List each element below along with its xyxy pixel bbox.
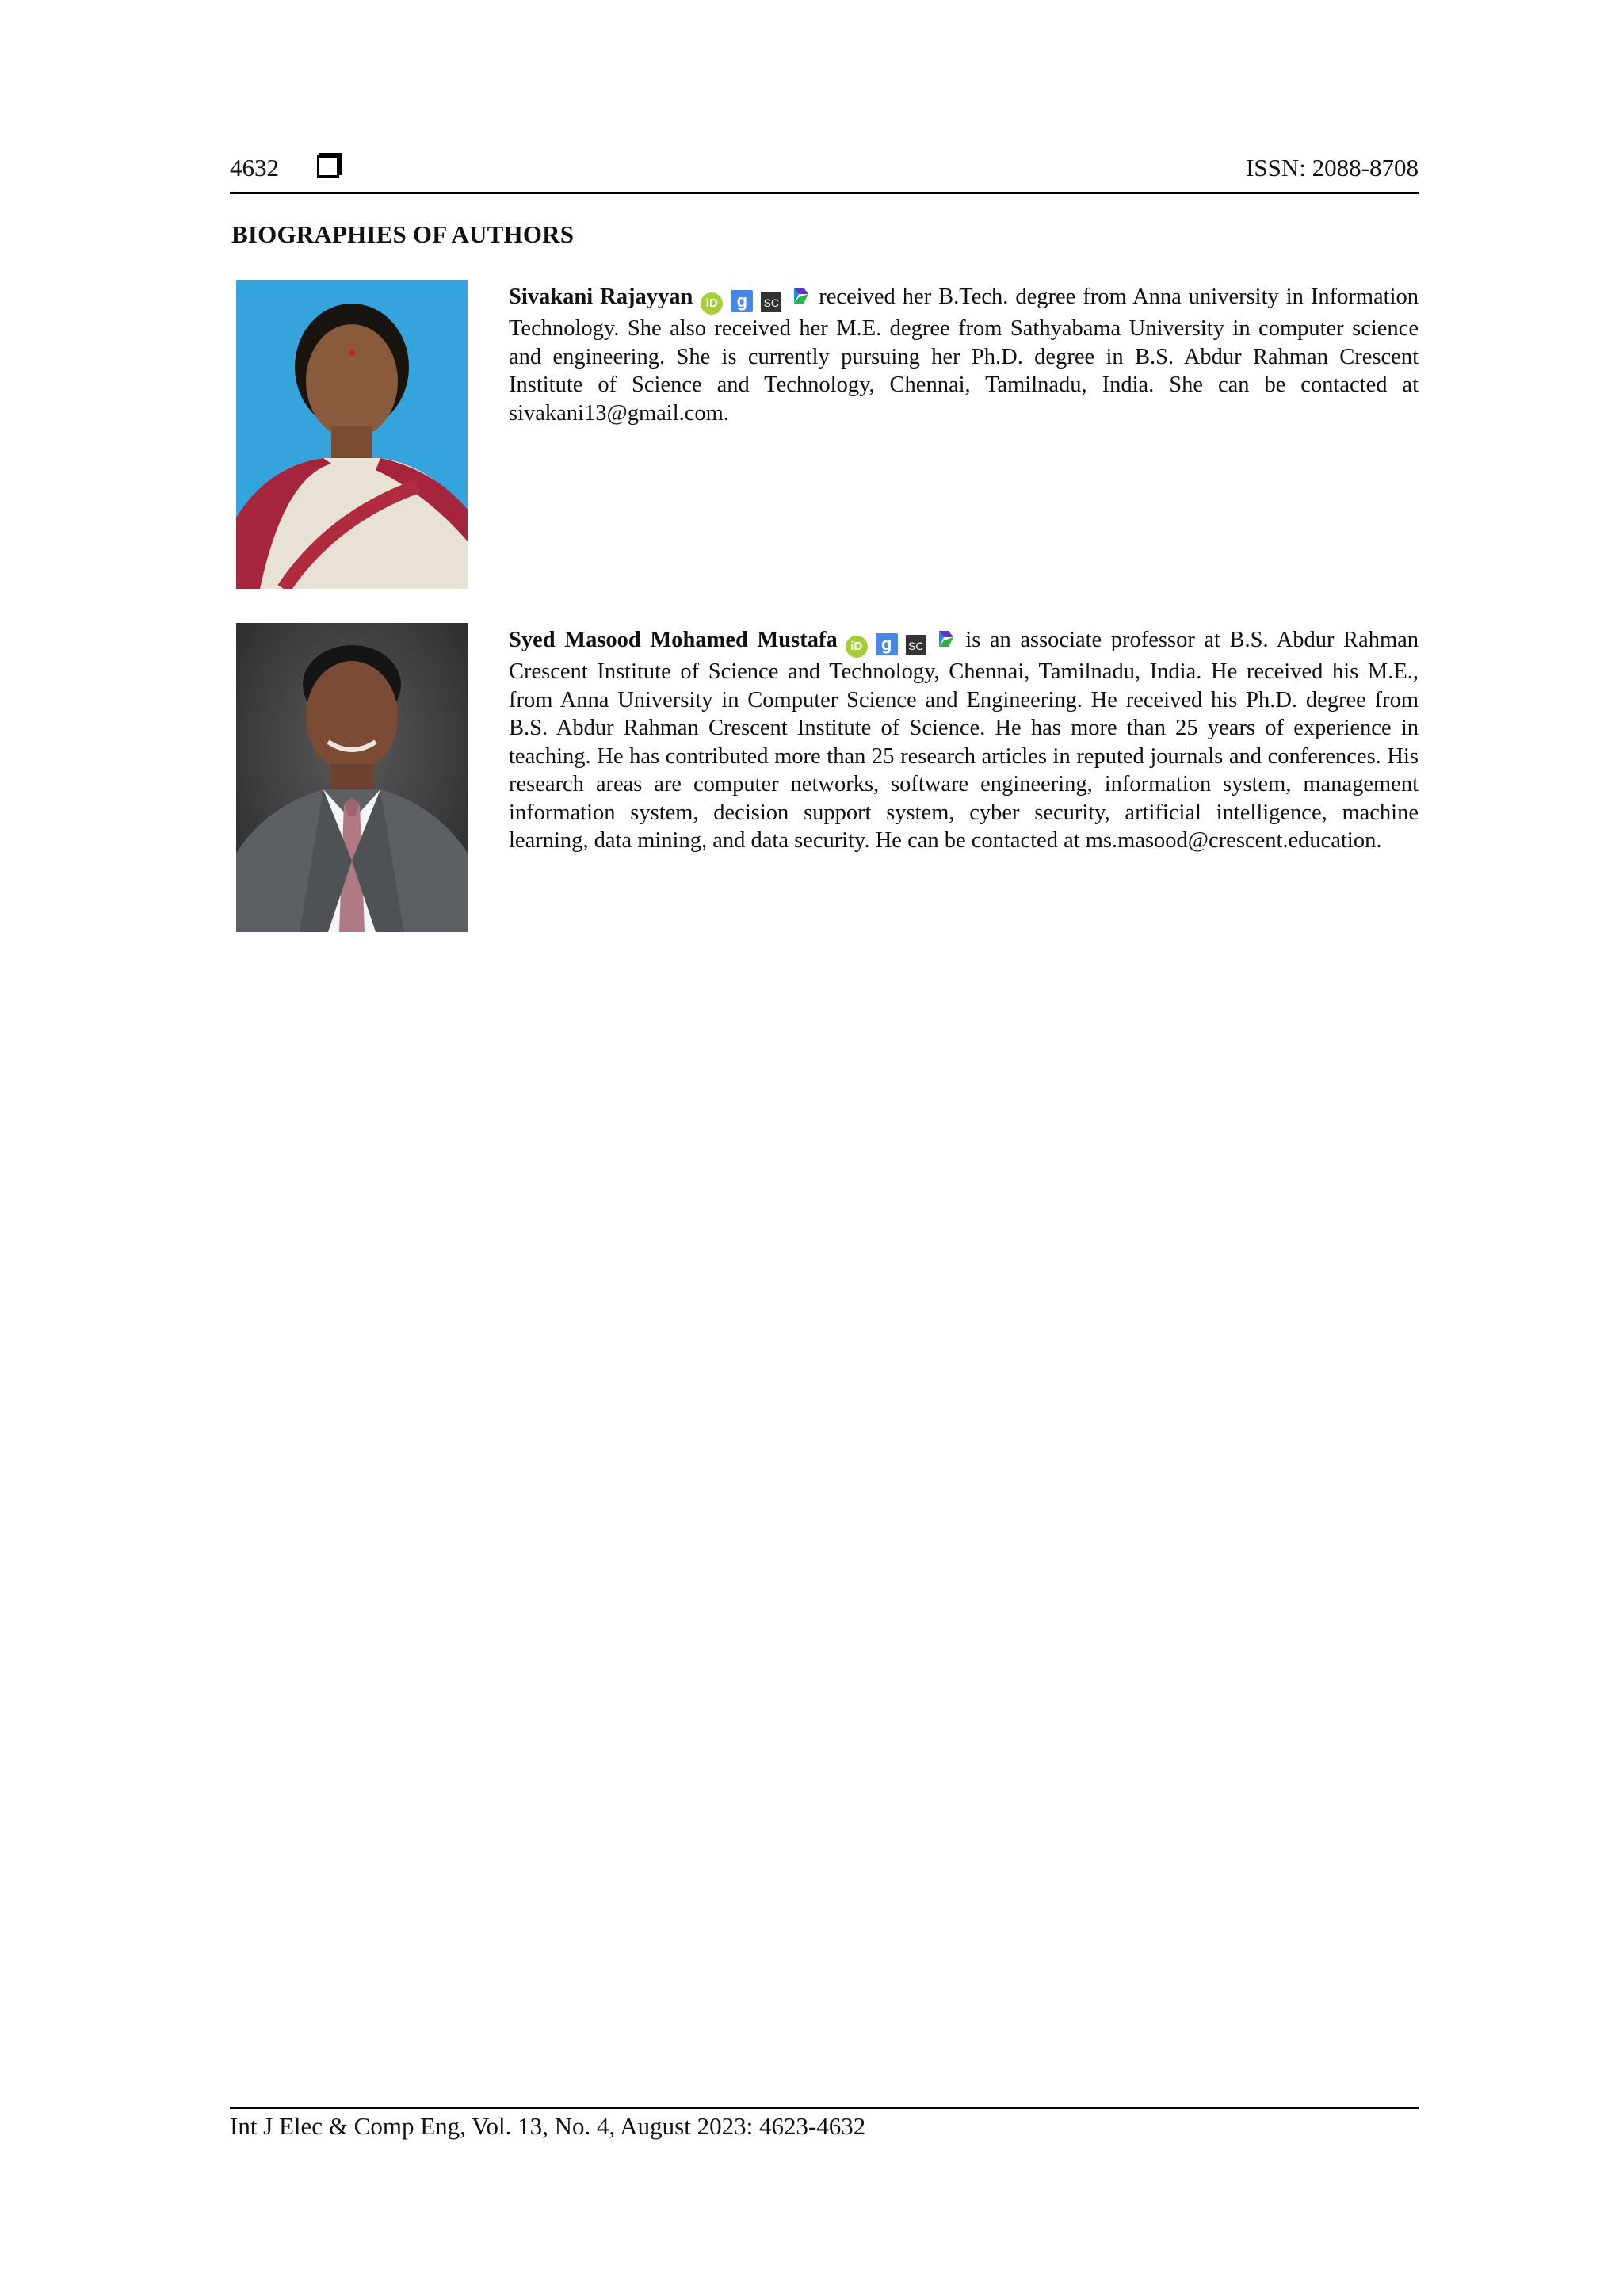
- box-bullet-icon: [317, 155, 339, 178]
- author-bio-body-2: is an associate professor at B.S. Abdur Rahman Crescent Institute of Science and Technology, Chennai, Tamilnadu, India. He received his M.E., from Anna University in Computer Science and Engineering. He received his Ph.D. degree from B.S. Abdur Rahman Crescent Institute of Science. He has more than 25 years of experience in teaching. He has contributed more than 25 research articles in reputed journals and conferences. His research areas are computer networks, software engineering, information system, management information system, decision support system, cyber security, artificial intelligence, machine learning, data mining, and data security. He can be contacted at ms.masood@crescent.education.: [509, 628, 1419, 853]
- author-name-1: Sivakani Rajayyan: [509, 285, 693, 309]
- author-bio-text-1: [509, 283, 1419, 427]
- orcid-icon[interactable]: iD: [701, 292, 723, 315]
- author-bio-text-2: [509, 626, 1419, 855]
- scopus-icon[interactable]: SC: [906, 635, 926, 655]
- web-of-science-icon[interactable]: [934, 628, 957, 650]
- page-number: 4632: [230, 154, 279, 181]
- author-photo-1: [236, 280, 468, 589]
- author-photo-2: [236, 623, 468, 932]
- page-header: [230, 152, 1419, 194]
- google-scholar-icon[interactable]: g: [731, 290, 753, 312]
- page-footer: Int J Elec & Comp Eng, Vol. 13, No. 4, August 2023: 4623-4632: [230, 2107, 1419, 2141]
- author-name-2: Syed Masood Mohamed Mustafa: [509, 628, 838, 652]
- orcid-icon[interactable]: iD: [846, 636, 868, 658]
- scopus-icon[interactable]: SC: [761, 292, 781, 312]
- web-of-science-icon[interactable]: [789, 285, 812, 307]
- section-title: BIOGRAPHIES OF AUTHORS: [231, 220, 575, 248]
- google-scholar-icon[interactable]: g: [876, 633, 898, 655]
- issn: ISSN: 2088-8708: [1246, 154, 1419, 181]
- author-bio-body-1: received her B.Tech. degree from Anna university in Information Technology. She also received her M.E. degree from Sathyabama University in computer science and engineering. She is currently pursuing her Ph.D. degree in B.S. Abdur Rahman Crescent Institute of Science and Technology, Chennai, Tamilnadu, India. She can be contacted at sivakani13@gmail.com.: [509, 285, 1419, 426]
